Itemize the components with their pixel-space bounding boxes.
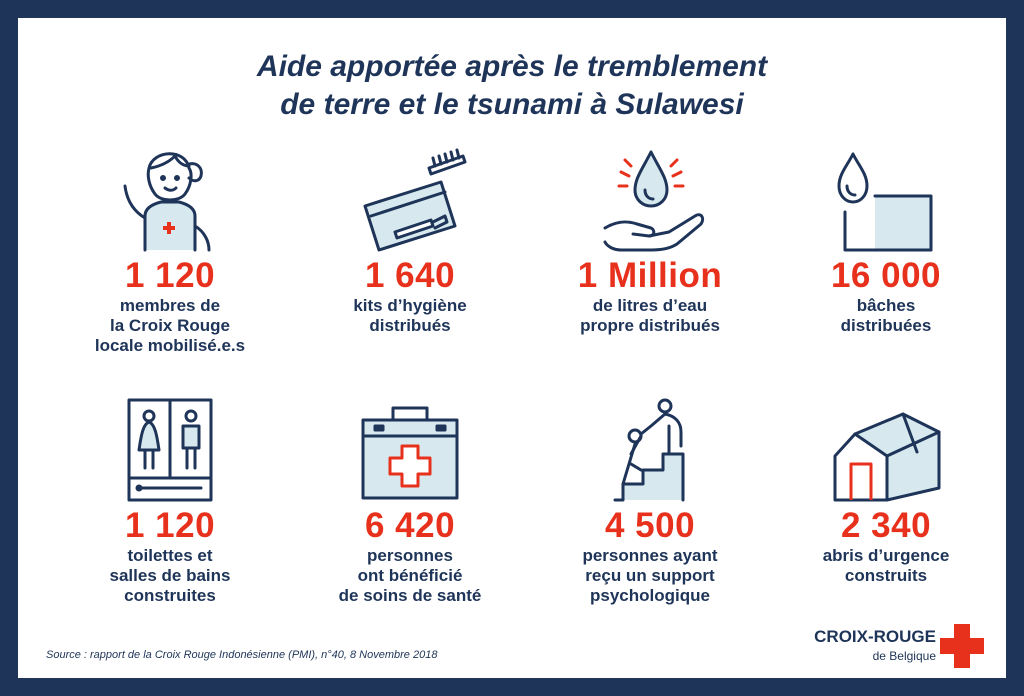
stat-number: 1 120 <box>124 506 216 545</box>
stat-tarpaulins <box>776 146 996 336</box>
stat-description: kits d’hygiène distribués <box>353 296 467 335</box>
logo-subtitle: de Belgique <box>872 649 936 663</box>
shelter-tent-icon <box>821 396 951 504</box>
stat-clean-water <box>540 146 760 336</box>
stat-number: 1 640 <box>364 256 456 295</box>
stat-number: 1 Million <box>577 256 723 295</box>
stat-volunteers <box>60 146 280 356</box>
first-aid-kit-icon <box>345 396 475 504</box>
stat-number: 6 420 <box>364 506 456 545</box>
stat-description: bâches distribuées <box>840 296 932 335</box>
infographic-card <box>18 18 1006 678</box>
stat-health-care <box>300 396 520 606</box>
stat-description: toilettes et salles de bains construites <box>109 546 231 605</box>
stat-number: 1 120 <box>124 256 216 295</box>
stat-number: 16 000 <box>830 256 942 295</box>
stat-description: de litres d’eau propre distribués <box>580 296 720 335</box>
stat-emergency-shelters <box>776 396 996 586</box>
stat-number: 2 340 <box>840 506 932 545</box>
croix-rouge-logo <box>786 622 996 672</box>
logo-name: CROIX-ROUGE <box>814 627 936 646</box>
title-line-2: de terre et le tsunami à Sulawesi <box>280 88 744 121</box>
psychosocial-support-icon <box>585 396 715 504</box>
stat-toilets <box>60 396 280 606</box>
toilets-icon <box>105 396 235 504</box>
source-note: Source : rapport de la Croix Rouge Indonésienne (PMI), n°40, 8 Novembre 2018 <box>46 649 438 661</box>
title-line-1: Aide apportée après le tremblement <box>256 50 768 83</box>
stat-number: 4 500 <box>604 506 696 545</box>
tarpaulin-icon <box>821 146 951 254</box>
stat-hygiene-kits <box>300 146 520 336</box>
stat-description: personnes ont bénéficié de soins de santé <box>338 546 482 605</box>
water-drop-hand-icon <box>585 146 715 254</box>
hygiene-kit-icon <box>345 146 475 254</box>
red-cross-icon <box>938 622 986 670</box>
page-title <box>18 48 1006 124</box>
stat-psychological-support <box>540 396 760 606</box>
stat-description: abris d’urgence construits <box>822 546 950 585</box>
stat-description: membres de la Croix Rouge locale mobilisé.e.s <box>94 296 246 355</box>
volunteer-icon <box>105 146 235 254</box>
stat-description: personnes ayant reçu un support psychologique <box>582 546 718 605</box>
